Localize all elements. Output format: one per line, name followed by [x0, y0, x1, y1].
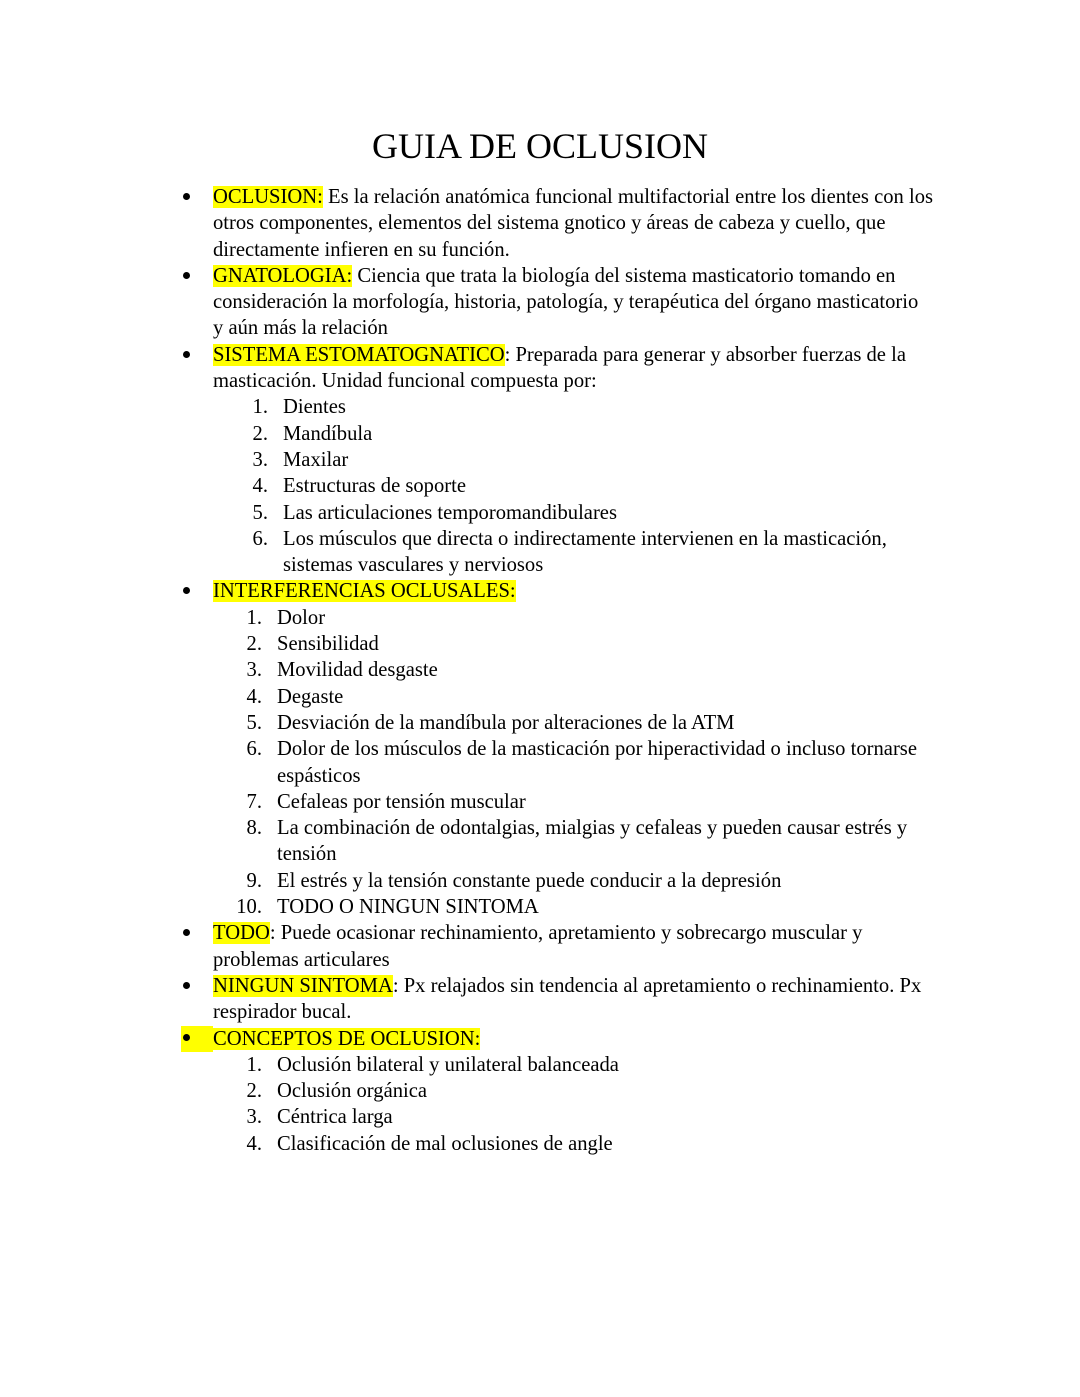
- list-item: [0, 736, 933, 789]
- list-number: 3.: [246, 1106, 262, 1129]
- bullet-item: [0, 578, 933, 604]
- highlighted-term: CONCEPTOS DE OCLUSION:: [213, 1027, 481, 1050]
- list-number: 4.: [246, 685, 262, 708]
- list-item-text: La combinación de odontalgias, mialgias y cefaleas y pueden causar estrés y tensión: [277, 817, 908, 866]
- list-item-text: Maxilar: [283, 448, 349, 471]
- list-number: 3.: [246, 659, 262, 682]
- definition-text: Ciencia que trata la biología del sistema masticatorio tomando en consideración la morfología, historia, patología, y terapéutica del órgano masticatorio y aún más la relación: [213, 264, 919, 340]
- list-number: 2.: [246, 633, 262, 656]
- highlighted-term: NINGUN SINTOMA: [213, 974, 393, 997]
- list-item-text: Oclusión orgánica: [277, 1080, 428, 1103]
- list-number: 1.: [246, 1053, 262, 1076]
- list-item-text: Oclusión bilateral y unilateral balanceada: [277, 1053, 619, 1076]
- bullet-item: [0, 973, 933, 1026]
- bullet-icon: [181, 578, 205, 604]
- list-item: [0, 1104, 933, 1130]
- document-body: [0, 184, 1080, 1157]
- list-item-text: Desviación de la mandíbula por alteraciones de la ATM: [277, 711, 735, 734]
- definition-text: Px relajados sin tendencia al apretamiento o rechinamiento. Px respirador bucal.: [213, 974, 922, 1024]
- bullet-item: [0, 263, 933, 342]
- term-separator: :: [392, 974, 399, 997]
- numbered-list: [0, 1052, 1080, 1157]
- list-number: 2.: [246, 1080, 262, 1103]
- term-separator: :: [269, 922, 276, 945]
- list-item-text: Los músculos que directa o indirectamente intervienen en la masticación, sistemas vasculares y nerviosos: [283, 527, 887, 577]
- list-number: 5.: [252, 501, 268, 524]
- list-number: 3.: [252, 448, 268, 471]
- list-item: [0, 894, 933, 920]
- page-title: GUIA DE OCLUSION: [372, 126, 708, 166]
- bullet-icon: [181, 973, 205, 999]
- bullet-icon: [181, 263, 205, 289]
- numbered-list: [0, 394, 1080, 578]
- list-number: 10.: [236, 896, 262, 919]
- list-item-text: El estrés y la tensión constante puede conducir a la depresión: [277, 869, 782, 892]
- list-number: 6.: [246, 738, 262, 761]
- list-item: [0, 789, 933, 815]
- list-number: 9.: [246, 869, 262, 892]
- list-item-text: Clasificación de mal oclusiones de angle: [277, 1132, 613, 1155]
- bullet-icon: [181, 184, 205, 210]
- bullet-item: [0, 184, 933, 263]
- list-number: 2.: [252, 422, 268, 445]
- bullet-item: [0, 920, 933, 973]
- bullet-icon: [181, 1026, 213, 1052]
- list-number: 5.: [246, 711, 262, 734]
- list-number: 4.: [252, 475, 268, 498]
- definition-text: Preparada para generar y absorber fuerzas de la masticación. Unidad funcional compuesta por:: [213, 343, 906, 393]
- list-number: 6.: [252, 527, 268, 550]
- highlighted-term: GNATOLOGIA:: [213, 264, 353, 287]
- list-item: [0, 526, 933, 579]
- list-item: [0, 868, 933, 894]
- list-item: [0, 421, 933, 447]
- list-item: [0, 815, 933, 868]
- bullet-icon: [181, 342, 205, 368]
- list-item-text: Cefaleas por tensión muscular: [277, 790, 526, 813]
- list-item-text: Las articulaciones temporomandibulares: [283, 501, 617, 524]
- bullet-item: [0, 1026, 933, 1052]
- bullet-item: [0, 342, 933, 395]
- list-item-text: Céntrica larga: [277, 1106, 393, 1129]
- list-item: [0, 631, 933, 657]
- list-item: [0, 394, 933, 420]
- list-item: [0, 447, 933, 473]
- list-item: [0, 657, 933, 683]
- list-item-text: Dientes: [283, 396, 346, 419]
- definition-text: Es la relación anatómica funcional multifactorial entre los dientes con los otros componentes, elementos del sistema gnotico y áreas de cabeza y cuello, que directamente infieren en su función.: [213, 186, 934, 261]
- list-item-text: Dolor de los músculos de la masticación por hiperactividad o incluso tornarse espásticos: [277, 738, 917, 787]
- list-item: [0, 500, 933, 526]
- list-item-text: Estructuras de soporte: [283, 475, 467, 498]
- list-item-text: Mandíbula: [283, 422, 373, 445]
- list-item-text: Movilidad desgaste: [277, 659, 438, 682]
- list-item-text: TODO O NINGUN SINTOMA: [277, 896, 539, 919]
- term-separator: :: [504, 343, 511, 366]
- list-number: 4.: [246, 1132, 262, 1155]
- list-number: 1.: [246, 606, 262, 629]
- list-item-text: Dolor: [277, 606, 326, 629]
- list-number: 8.: [246, 817, 262, 840]
- list-item: [0, 1131, 933, 1157]
- highlighted-term: OCLUSION:: [213, 186, 323, 208]
- highlighted-term: TODO: [213, 922, 270, 945]
- list-item: [0, 684, 933, 710]
- list-number: 1.: [252, 396, 268, 419]
- definition-text: Puede ocasionar rechinamiento, apretamiento y sobrecargo muscular y problemas articulares: [213, 922, 863, 971]
- list-item-text: Degaste: [277, 685, 344, 708]
- highlighted-term: SISTEMA ESTOMATOGNATICO: [213, 343, 505, 366]
- list-item-text: Sensibilidad: [277, 633, 379, 656]
- list-item: [0, 605, 933, 631]
- list-item: [0, 710, 933, 736]
- bullet-icon: [181, 920, 205, 946]
- numbered-list: [0, 605, 1080, 921]
- highlighted-term: INTERFERENCIAS OCLUSALES:: [213, 580, 516, 603]
- list-item: [0, 1052, 933, 1078]
- list-item: [0, 473, 933, 499]
- list-number: 7.: [246, 790, 262, 813]
- list-item: [0, 1078, 933, 1104]
